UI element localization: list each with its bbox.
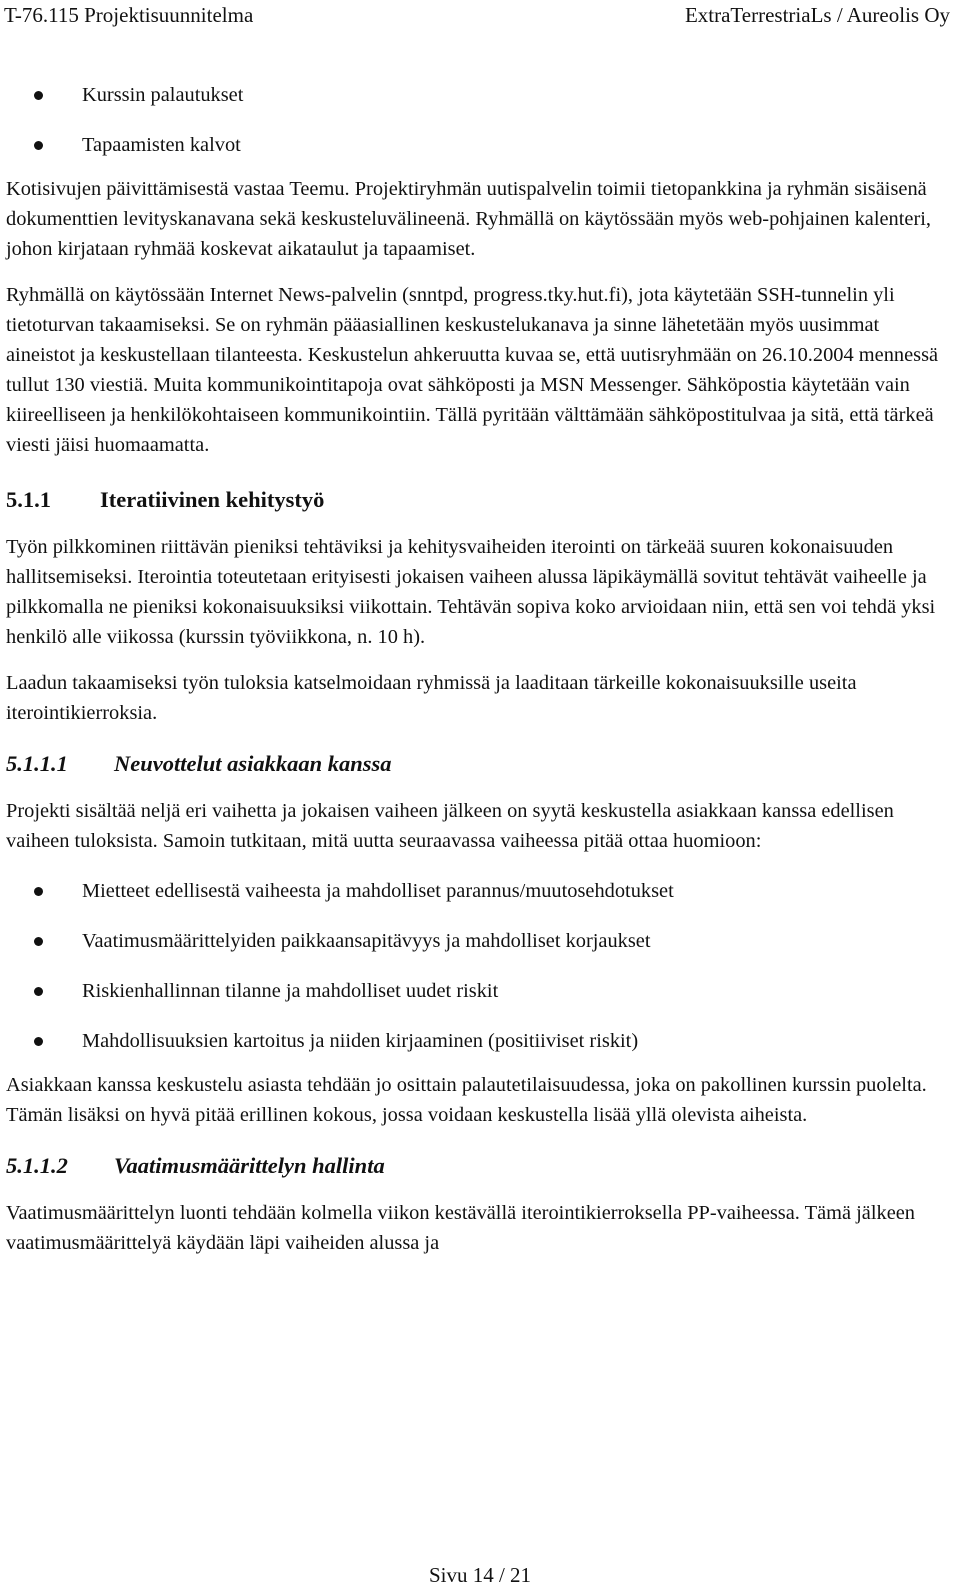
page-footer — [0, 1561, 960, 1589]
list-item: Riskienhallinnan tilanne ja mahdolliset uudet riskit — [6, 976, 946, 1006]
paragraph: Kotisivujen päivittämisestä vastaa Teemu. Projektiryhmän uutispalvelin toimii tietopankkina ja ryhmän sisäisenä dokumenttien levityskanavana sekä keskusteluvälineenä. Ryhmällä on käytössään myös web-pohjainen kalenteri, johon kirjataan ryhmää koskevat aikataulut ja tapaamiset. — [6, 178, 931, 260]
header-document-title: T-76.115 Projektisuunnitelma — [4, 3, 254, 27]
document-body — [6, 80, 946, 1274]
header-organization: ExtraTerrestriaLs / Aureolis Oy — [684, 3, 950, 27]
paragraph: Projekti sisältää neljä eri vaihetta ja jokaisen vaiheen jälkeen on syytä keskustella asiakkaan kanssa edellisen vaiheen tuloksista. Samoin tutkitaan, mitä uutta seuraavassa vaiheessa pitää ottaa huomioon: — [6, 800, 894, 852]
section-number: 5.1.1.2 — [6, 1153, 68, 1178]
paragraph: Ryhmällä on käytössään Internet News-palvelin (snntpd, progress.tky.hut.fi), jota käytetään SSH-tunnelin yli tietoturvan takaamiseksi. Se on ryhmän pääasiallinen keskustelukanava ja sinne lähetetään myös uusimmat aineistot ja keskustellaan tilanteesta. Keskustelun ahkeruutta kuvaa se, että uutisryhmään on 26.10.2004 mennessä tullut 130 viestiä. Muita kommunikointitapoja ovat sähköposti ja MSN Messenger. Sähköpostia käytetään vain kiireelliseen ja henkilökohtaiseen kommunikointiin. Tällä pyritään välttämään sähköpostitulvaa ja sitä, että tärkeä viesti jäisi huomaamatta. — [6, 284, 939, 456]
bullet-icon — [34, 141, 43, 150]
list-item: Mietteet edellisestä vaiheesta ja mahdolliset parannus/muutosehdotukset — [6, 876, 946, 906]
paragraph: Työn pilkkominen riittävän pieniksi tehtäviksi ja kehitysvaiheiden iterointi on tärkeää suuren kokonaisuuden hallitsemiseksi. Iterointia toteutetaan erityisesti jokaisen vaiheen alussa läpikäymällä sovitut tehtävät vaiheelle ja pilkkomalla ne pieniksi kokonaisuuksiksi viikottain. Tehtävän sopiva koko arvioidaan niin, että sen voi tehdä yksi henkilö alle viikossa (kurssin työviikkona, n. 10 h). — [6, 536, 936, 648]
section-title: Vaatimusmäärittelyn hallinta — [114, 1153, 385, 1178]
section-heading-5-1-1-1 — [6, 748, 946, 780]
paragraph: Asiakkaan kanssa keskustelu asiasta tehdään jo osittain palautetilaisuudessa, joka on pakollinen kurssin puolelta. Tämän lisäksi on hyvä pitää erillinen kokous, jossa voidaan keskustella lisää yllä olevista aiheista. — [6, 1074, 927, 1126]
list-item: Kurssin palautukset — [6, 80, 946, 110]
bullet-list-top — [6, 80, 946, 160]
section-heading-5-1-1-2 — [6, 1150, 946, 1182]
page-number: Sivu 14 / 21 — [428, 1563, 532, 1587]
bullet-icon — [34, 1037, 43, 1046]
section-title: Iteratiivinen kehitystyö — [100, 487, 325, 512]
section-number: 5.1.1.1 — [6, 751, 68, 776]
bullet-icon — [34, 887, 43, 896]
section-heading-5-1-1 — [6, 484, 946, 516]
list-item: Tapaamisten kalvot — [6, 130, 946, 160]
section-number: 5.1.1 — [6, 487, 51, 512]
bullet-icon — [34, 937, 43, 946]
list-item: Vaatimusmäärittelyiden paikkaansapitävyys ja mahdolliset korjaukset — [6, 926, 946, 956]
bullet-list-topics — [6, 876, 946, 1056]
bullet-icon — [34, 987, 43, 996]
paragraph: Vaatimusmäärittelyn luonti tehdään kolmella viikon kestävällä iterointikierroksella PP-vaiheessa. Tämä jälkeen vaatimusmäärittelyä käydään läpi vaiheiden alussa ja — [6, 1202, 916, 1254]
page-header — [4, 2, 950, 32]
list-item: Mahdollisuuksien kartoitus ja niiden kirjaaminen (positiiviset riskit) — [6, 1026, 946, 1056]
bullet-icon — [34, 91, 43, 100]
paragraph: Laadun takaamiseksi työn tuloksia katselmoidaan ryhmissä ja laaditaan tärkeille kokonaisuuksille useita iterointikierroksia. — [6, 672, 857, 724]
section-title: Neuvottelut asiakkaan kanssa — [114, 751, 392, 776]
